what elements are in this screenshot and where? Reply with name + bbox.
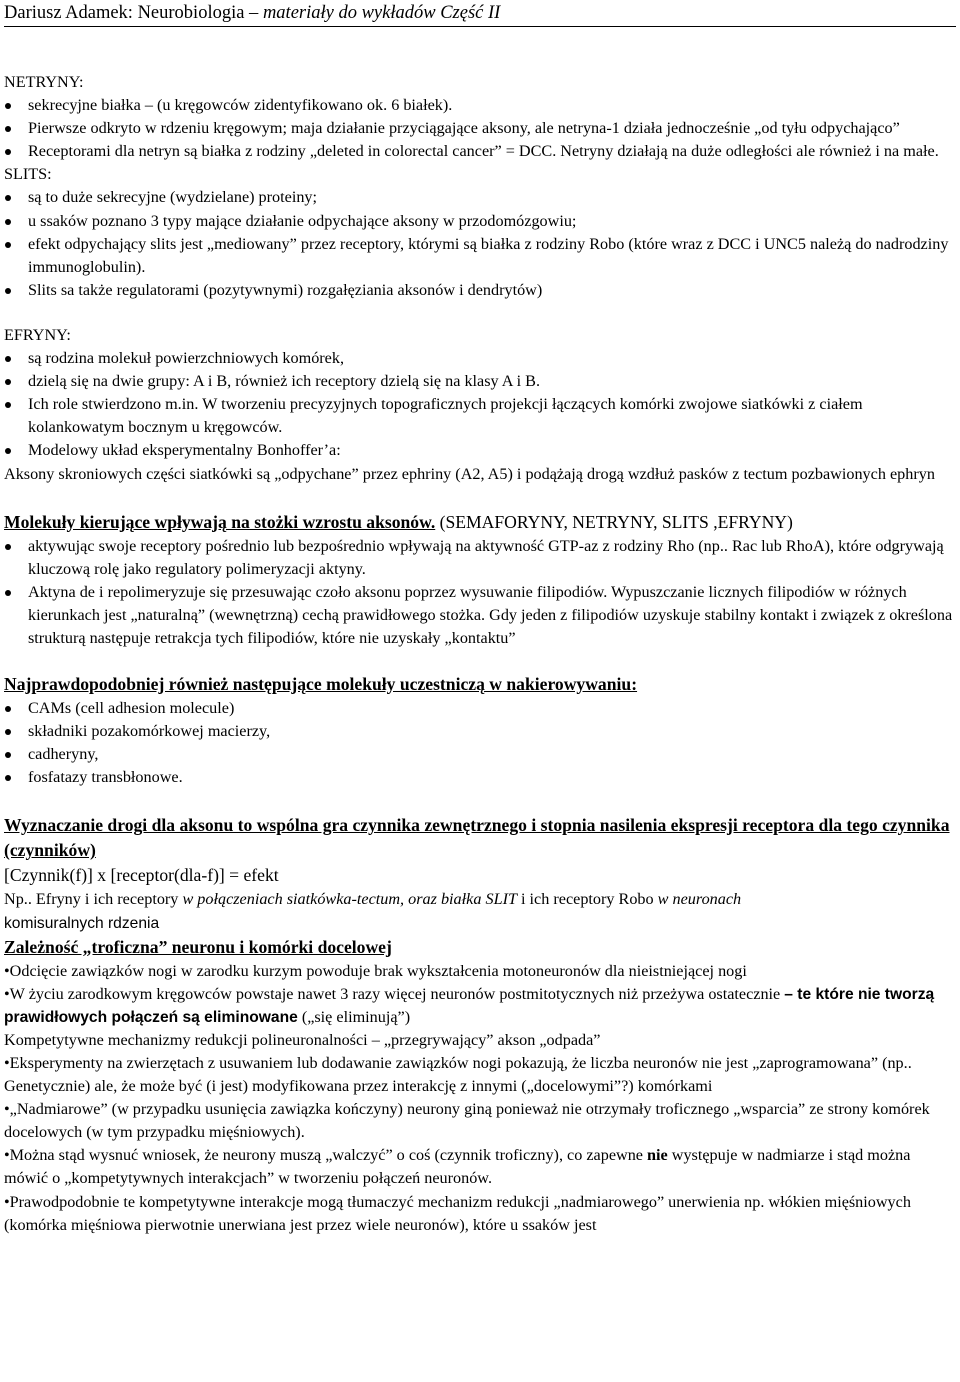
zaleznosc-paragraph-5: •„Nadmiarowe” (w przypadku usunięcia zawiązka kończyny) neurony giną ponieważ nie otrzymały troficznego „wsparcia” ze strony komórek docelowych (w tym przypadku mięśniowych). [4, 1100, 930, 1142]
list-item: są to duże sekrecyjne (wydzielane) proteiny; [4, 186, 956, 209]
molekuly-heading: Molekuły kierujące wpływają na stożki wzrostu aksonów. [4, 511, 436, 532]
wyznaczanie-example [4, 888, 956, 934]
list-item: składniki pozakomórkowej macierzy, [4, 720, 956, 743]
zaleznosc-heading: Zależność „troficzna” neuronu i komórki docelowej [4, 936, 392, 957]
slits-heading: SLITS: [4, 165, 52, 184]
paragraph-6-bold: nie [647, 1146, 668, 1165]
zaleznosc-paragraph-4: •Eksperymenty na zwierzętach z usuwaniem lub dodawanie zawiązków nogi pokazują, że liczba neuronów nie jest „zaprogramowana” (np.. Genetycznie) ale, że może być (i jest) modyfikowana przez interakcję z innymi („docelowymi”?) komórkami [4, 1054, 912, 1096]
list-item: są rodzina molekuł powierzchniowych komórek, [4, 347, 956, 370]
netryny-list [4, 94, 956, 163]
zaleznosc-paragraph-2 [4, 983, 956, 1029]
paragraph-2-tail: („się eliminują”) [297, 1007, 411, 1026]
header-title: materiały do wykładów Część II [262, 3, 501, 23]
najprawdopodobniej-heading: Najprawdopodobniej również następujące molekuły uczestniczą w nakierowywaniu: [4, 674, 638, 695]
zaleznosc-paragraph-1: •Odcięcie zawiązków nogi w zarodku kurzym powoduje brak wykształcenia motoneuronów dla nieistniejącej nogi [4, 961, 747, 980]
zaleznosc-paragraph-6 [4, 1144, 956, 1190]
list-item: fosfatazy transbłonowe. [4, 766, 956, 789]
molekuly-heading-line [4, 510, 956, 535]
example-italic-2: w neuronach [657, 890, 742, 909]
list-item: sekrecyjne białka – (u kręgowców zidentyfikowano ok. 6 białek). [4, 94, 956, 117]
netryny-heading: NETRYNY: [4, 73, 84, 91]
wyznaczanie-formula: [Czynnik(f)] x [receptor(dla-f)] = efekt [4, 865, 279, 886]
zaleznosc-paragraph-3: Kompetytywne mechanizmy redukcji polineuronalności – „przegrywający” akson „odpada” [4, 1030, 601, 1049]
list-item: efekt odpychający slits jest „mediowany” przez receptory, którymi są białka z rodziny Robo (które wraz z DCC i UNC5 należą do nadrodziny immunoglobulin). [4, 233, 956, 279]
zaleznosc-paragraph-7: •Prawodpodobnie te kompetytywne interakcje mogą tłumaczyć mechanizm redukcji „nadmiarowego” unerwienia np. włókien mięśniowych (komórka mięśniowa pierwotnie unerwiana jest przez wiele neuronów), które u ssaków jest [4, 1192, 911, 1234]
slits-list [4, 186, 956, 301]
list-item: aktywując swoje receptory pośrednio lub bezpośrednio wpływają na aktywność GTP-az z rodziny Rho (np.. Rac lub RhoA), które odgrywają kluczową rolę jako regulatory polimeryzacji aktyny. [4, 535, 956, 581]
example-tail: komisuralnych rdzenia [4, 914, 160, 932]
page-header [4, 0, 956, 26]
wyznaczanie-heading: Wyznaczanie drogi dla aksonu to wspólna gra czynnika zewnętrznego i stopnia nasilenia ekspresji receptora dla tego czynnika (czynników) [4, 815, 950, 861]
list-item: u ssaków poznano 3 typy mające działanie odpychające aksony w przodomózgowiu; [4, 210, 956, 233]
paragraph-6-tail: występuje w nadmiarze i stąd można mówić o „kompetytywnych interakcjach” w tworzeniu połączeń neuronów. [4, 1146, 911, 1188]
paragraph-2-bold: – te które nie tworzą prawidłowych połączeń są eliminowane [4, 985, 935, 1026]
list-item: Pierwsze odkryto w rdzeniu kręgowym; maja działanie przyciągające aksony, ale netryna-1 działa jednocześnie „od tyłu odpychająco” [4, 117, 956, 140]
efryny-list [4, 347, 956, 462]
list-item: Modelowy układ eksperymentalny Bonhoffer’a: [4, 439, 956, 462]
list-item: Receptorami dla netryn są białka z rodziny „deleted in colorectal cancer” = DCC. Netryny działają na duże odległości ale również i na małe. [4, 140, 956, 163]
molekuly-list [4, 535, 956, 650]
efryny-heading: EFRYNY: [4, 325, 71, 344]
list-item: Slits sa także regulatorami (pozytywnymi) rozgałęziania aksonów i dendrytów) [4, 279, 956, 302]
example-prefix: Np.. Efryny i ich receptory [4, 890, 183, 909]
list-item: Aktyna de i repolimeryzuje się przesuwając czoło aksonu poprzez wysuwanie filipodiów. Wypuszczanie licznych filipodiów w różnych kierunkach jest „naturalną” (wewnętrzną) cechą prawidłowego stożka. Gdy jeden z filipodiów uzyskuje stabilny kontakt i związek z określona strukturą następuje retrakcja tych filipodiów, które nie uzyskały „kontaktu” [4, 581, 956, 650]
list-item: Ich role stwierdzono m.in. W tworzeniu precyzyjnych topograficznych projekcji łączących komórki zwojowe siatkówki z ciałem kolankowatym bocznym u kręgowców. [4, 393, 956, 439]
example-italic: w połączeniach siatkówka-tectum, oraz białka SLIT [182, 890, 517, 909]
molekuly-heading-tail: (SEMAFORYNY, NETRYNY, SLITS ,EFRYNY) [435, 511, 793, 532]
najprawdopodobniej-list [4, 697, 956, 789]
list-item: CAMs (cell adhesion molecule) [4, 697, 956, 720]
list-item: cadheryny, [4, 743, 956, 766]
header-author: Dariusz Adamek: Neurobiologia – [4, 3, 259, 23]
efryny-paragraph: Aksony skroniowych części siatkówki są „odpychane” przez ephriny (A2, A5) i podążają drogą wzdłuż pasków z tectum pozbawionych ephryn [4, 464, 935, 483]
paragraph-6-text: •Można stąd wysnuć wniosek, że neurony muszą „walczyć” o coś (czynnik troficzny), co zapewne [4, 1146, 648, 1165]
paragraph-2-text: •W życiu zarodkowym kręgowców powstaje nawet 3 razy więcej neuronów postmitotycznych niż przeżywa ostatecznie [4, 984, 785, 1003]
list-item: dzielą się na dwie grupy: A i B, również ich receptory dzielą się na klasy A i B. [4, 370, 956, 393]
example-mid: i ich receptory Robo [516, 890, 658, 909]
